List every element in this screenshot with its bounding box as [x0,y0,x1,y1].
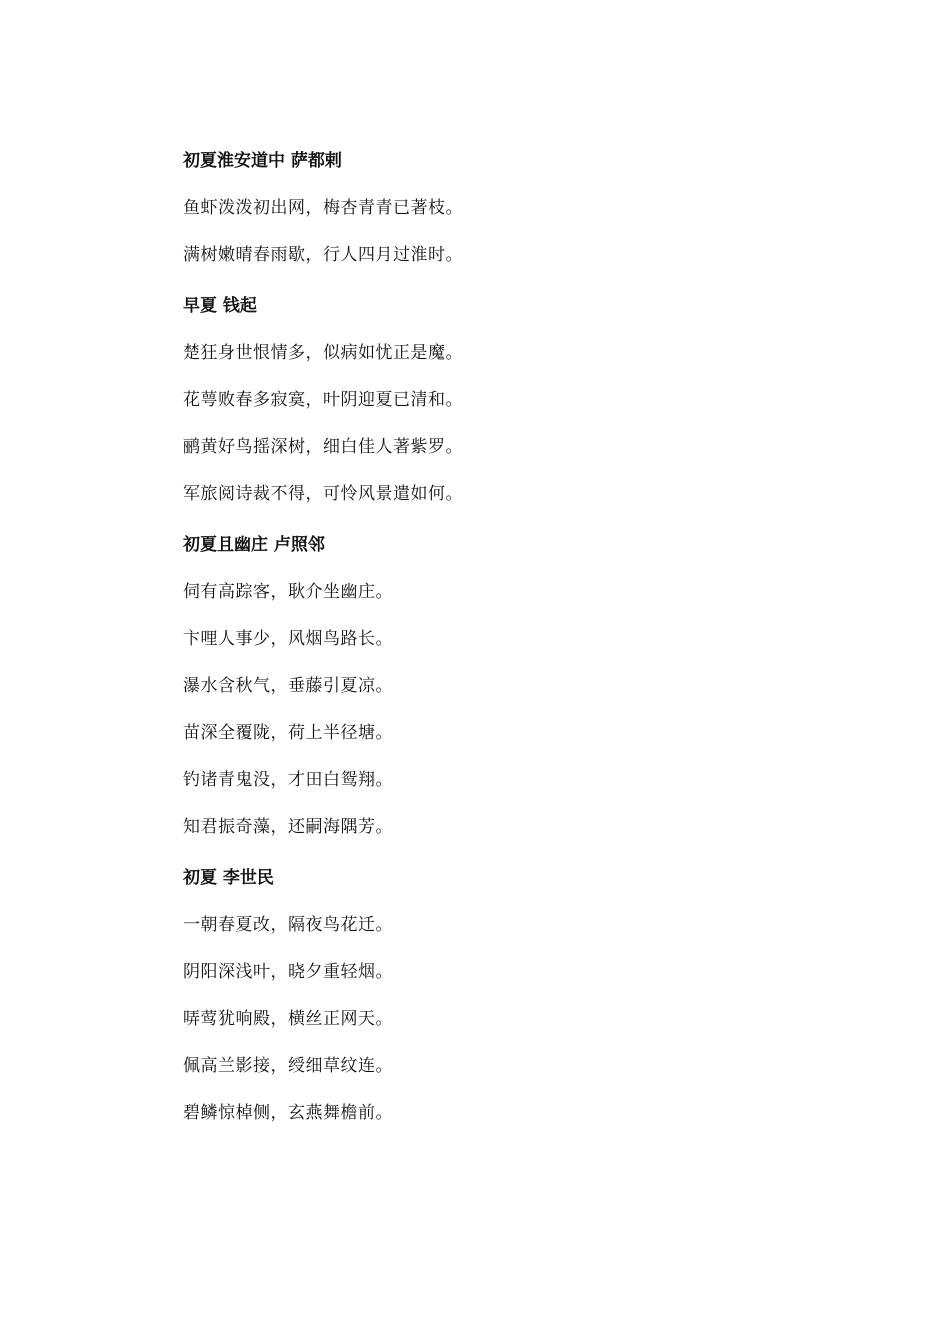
poem-line: 碧鳞惊棹侧，玄燕舞檐前。 [183,1103,393,1123]
poem-4 [183,865,883,1126]
poem-line: 苗深全覆陇，荷上半径塘。 [183,723,393,743]
poem-line: 哢莺犹响殿，横丝正网天。 [183,1009,393,1029]
poem-line: 阴阳深浅叶，晓夕重轻烟。 [183,962,393,982]
poem-line: 鹂黄好鸟摇深树，细白佳人著紫罗。 [183,437,463,457]
poem-line: 一朝春夏改，隔夜鸟花迁。 [183,915,393,935]
poem-line: 鱼虾泼泼初出网，梅杏青青已著枝。 [183,198,463,218]
poem-title: 初夏淮安道中 萨都剌 [183,151,342,171]
poem-line: 楚狂身世恨情多，似病如忧正是魔。 [183,343,463,363]
poem-line: 佩高兰影接，绶细草纹连。 [183,1056,393,1076]
poem-3 [183,532,883,840]
poem-line: 花萼败春多寂寞，叶阴迎夏已清和。 [183,390,463,410]
poem-line: 知君振奇藻，还嗣海隅芳。 [183,817,393,837]
poem-line: 伺有高踪客，耿介坐幽庄。 [183,582,393,602]
poem-title: 早夏 钱起 [183,296,257,316]
poem-line: 卞哩人事少，风烟鸟路长。 [183,629,393,649]
document-page [183,148,883,1151]
poem-2 [183,293,883,507]
poem-line: 钓诸青鬼没，才田白鸳翔。 [183,770,393,790]
poem-line: 满树嫩晴春雨歇，行人四月过淮时。 [183,245,463,265]
poem-title: 初夏且幽庄 卢照邻 [183,535,325,555]
poem-line: 军旅阅诗裁不得，可怜风景遣如何。 [183,484,463,504]
poem-1 [183,148,883,268]
poem-line: 瀑水含秋气，垂藤引夏凉。 [183,676,393,696]
poem-title: 初夏 李世民 [183,868,274,888]
